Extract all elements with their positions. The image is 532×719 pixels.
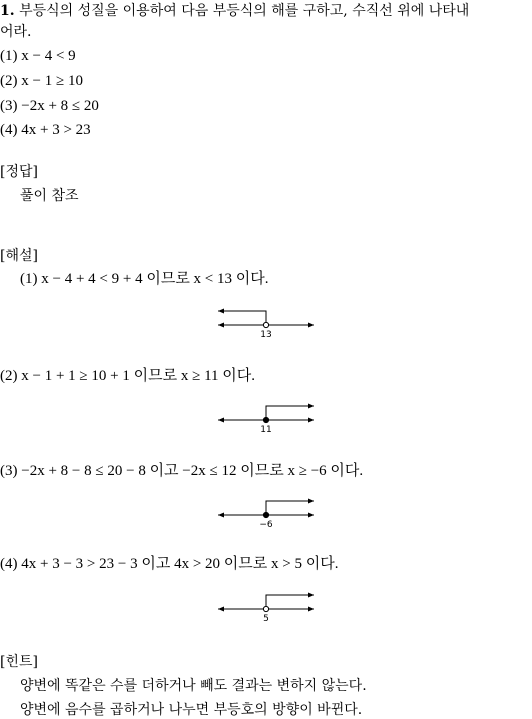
hint-line-1: 양변에 똑같은 수를 더하거나 빼도 결과는 변하지 않는다.	[20, 678, 367, 694]
point-label: −6	[259, 520, 273, 530]
item-expression: x − 4 < 9	[21, 48, 76, 64]
item-label: (3)	[0, 98, 18, 114]
solution-ray	[266, 595, 314, 609]
axis-arrow-right	[308, 323, 314, 328]
answer-text: 풀이 참조	[20, 188, 79, 204]
solution-ray	[266, 501, 314, 515]
point-label: 13	[260, 330, 272, 340]
step-label: (1)	[20, 271, 38, 287]
closed-point	[263, 512, 268, 517]
item-expression: x − 1 ≥ 10	[21, 73, 83, 89]
item-expression: −2x + 8 ≤ 20	[21, 98, 99, 114]
point-label: 5	[263, 614, 269, 624]
problem-text-line1: 부등식의 성질을 이용하여 다음 부등식의 해를 구하고, 수직선 위에 나타내	[19, 3, 470, 19]
hint-line-2: 양변에 음수를 곱하거나 나누면 부등호의 방향이 바뀐다.	[20, 702, 363, 718]
solution-arrow	[218, 309, 224, 314]
solution-arrow	[308, 593, 314, 598]
step-text: x − 4 + 4 < 9 + 4 이므로 x < 13 이다.	[41, 271, 269, 287]
axis-arrow-right	[308, 513, 314, 518]
explanation-heading: [해설]	[0, 248, 38, 264]
item-label: (4)	[0, 122, 18, 138]
solution-ray	[266, 406, 314, 420]
step-label: (2)	[0, 368, 18, 384]
answer-heading: [정답]	[0, 164, 38, 180]
solution-ray	[218, 311, 266, 325]
axis-arrow-right	[308, 418, 314, 423]
item-expression: 4x + 3 > 23	[21, 122, 91, 138]
open-point	[263, 322, 268, 327]
step-text: x − 1 + 1 ≥ 10 + 1 이므로 x ≥ 11 이다.	[21, 368, 255, 384]
axis-arrow-left	[218, 418, 224, 423]
item-label: (1)	[0, 48, 18, 64]
closed-point	[263, 417, 268, 422]
axis-arrow-left	[218, 607, 224, 612]
axis-arrow-left	[218, 323, 224, 328]
open-point	[263, 606, 268, 611]
point-label: 11	[260, 425, 272, 435]
solution-arrow	[308, 499, 314, 504]
step-text: 4x + 3 − 3 > 23 − 3 이고 4x > 20 이므로 x > 5 이다.	[21, 556, 339, 572]
step-text: −2x + 8 − 8 ≤ 20 − 8 이고 −2x ≤ 12 이므로 x ≥ −6 이다.	[21, 463, 364, 479]
hint-heading: [힌트]	[0, 654, 38, 670]
axis-arrow-right	[308, 607, 314, 612]
solution-arrow	[308, 404, 314, 409]
problem-number: 1.	[0, 3, 15, 19]
axis-arrow-left	[218, 513, 224, 518]
problem-text-line2: 어라.	[0, 24, 32, 40]
step-label: (4)	[0, 556, 18, 572]
item-label: (2)	[0, 73, 18, 89]
step-label: (3)	[0, 463, 18, 479]
